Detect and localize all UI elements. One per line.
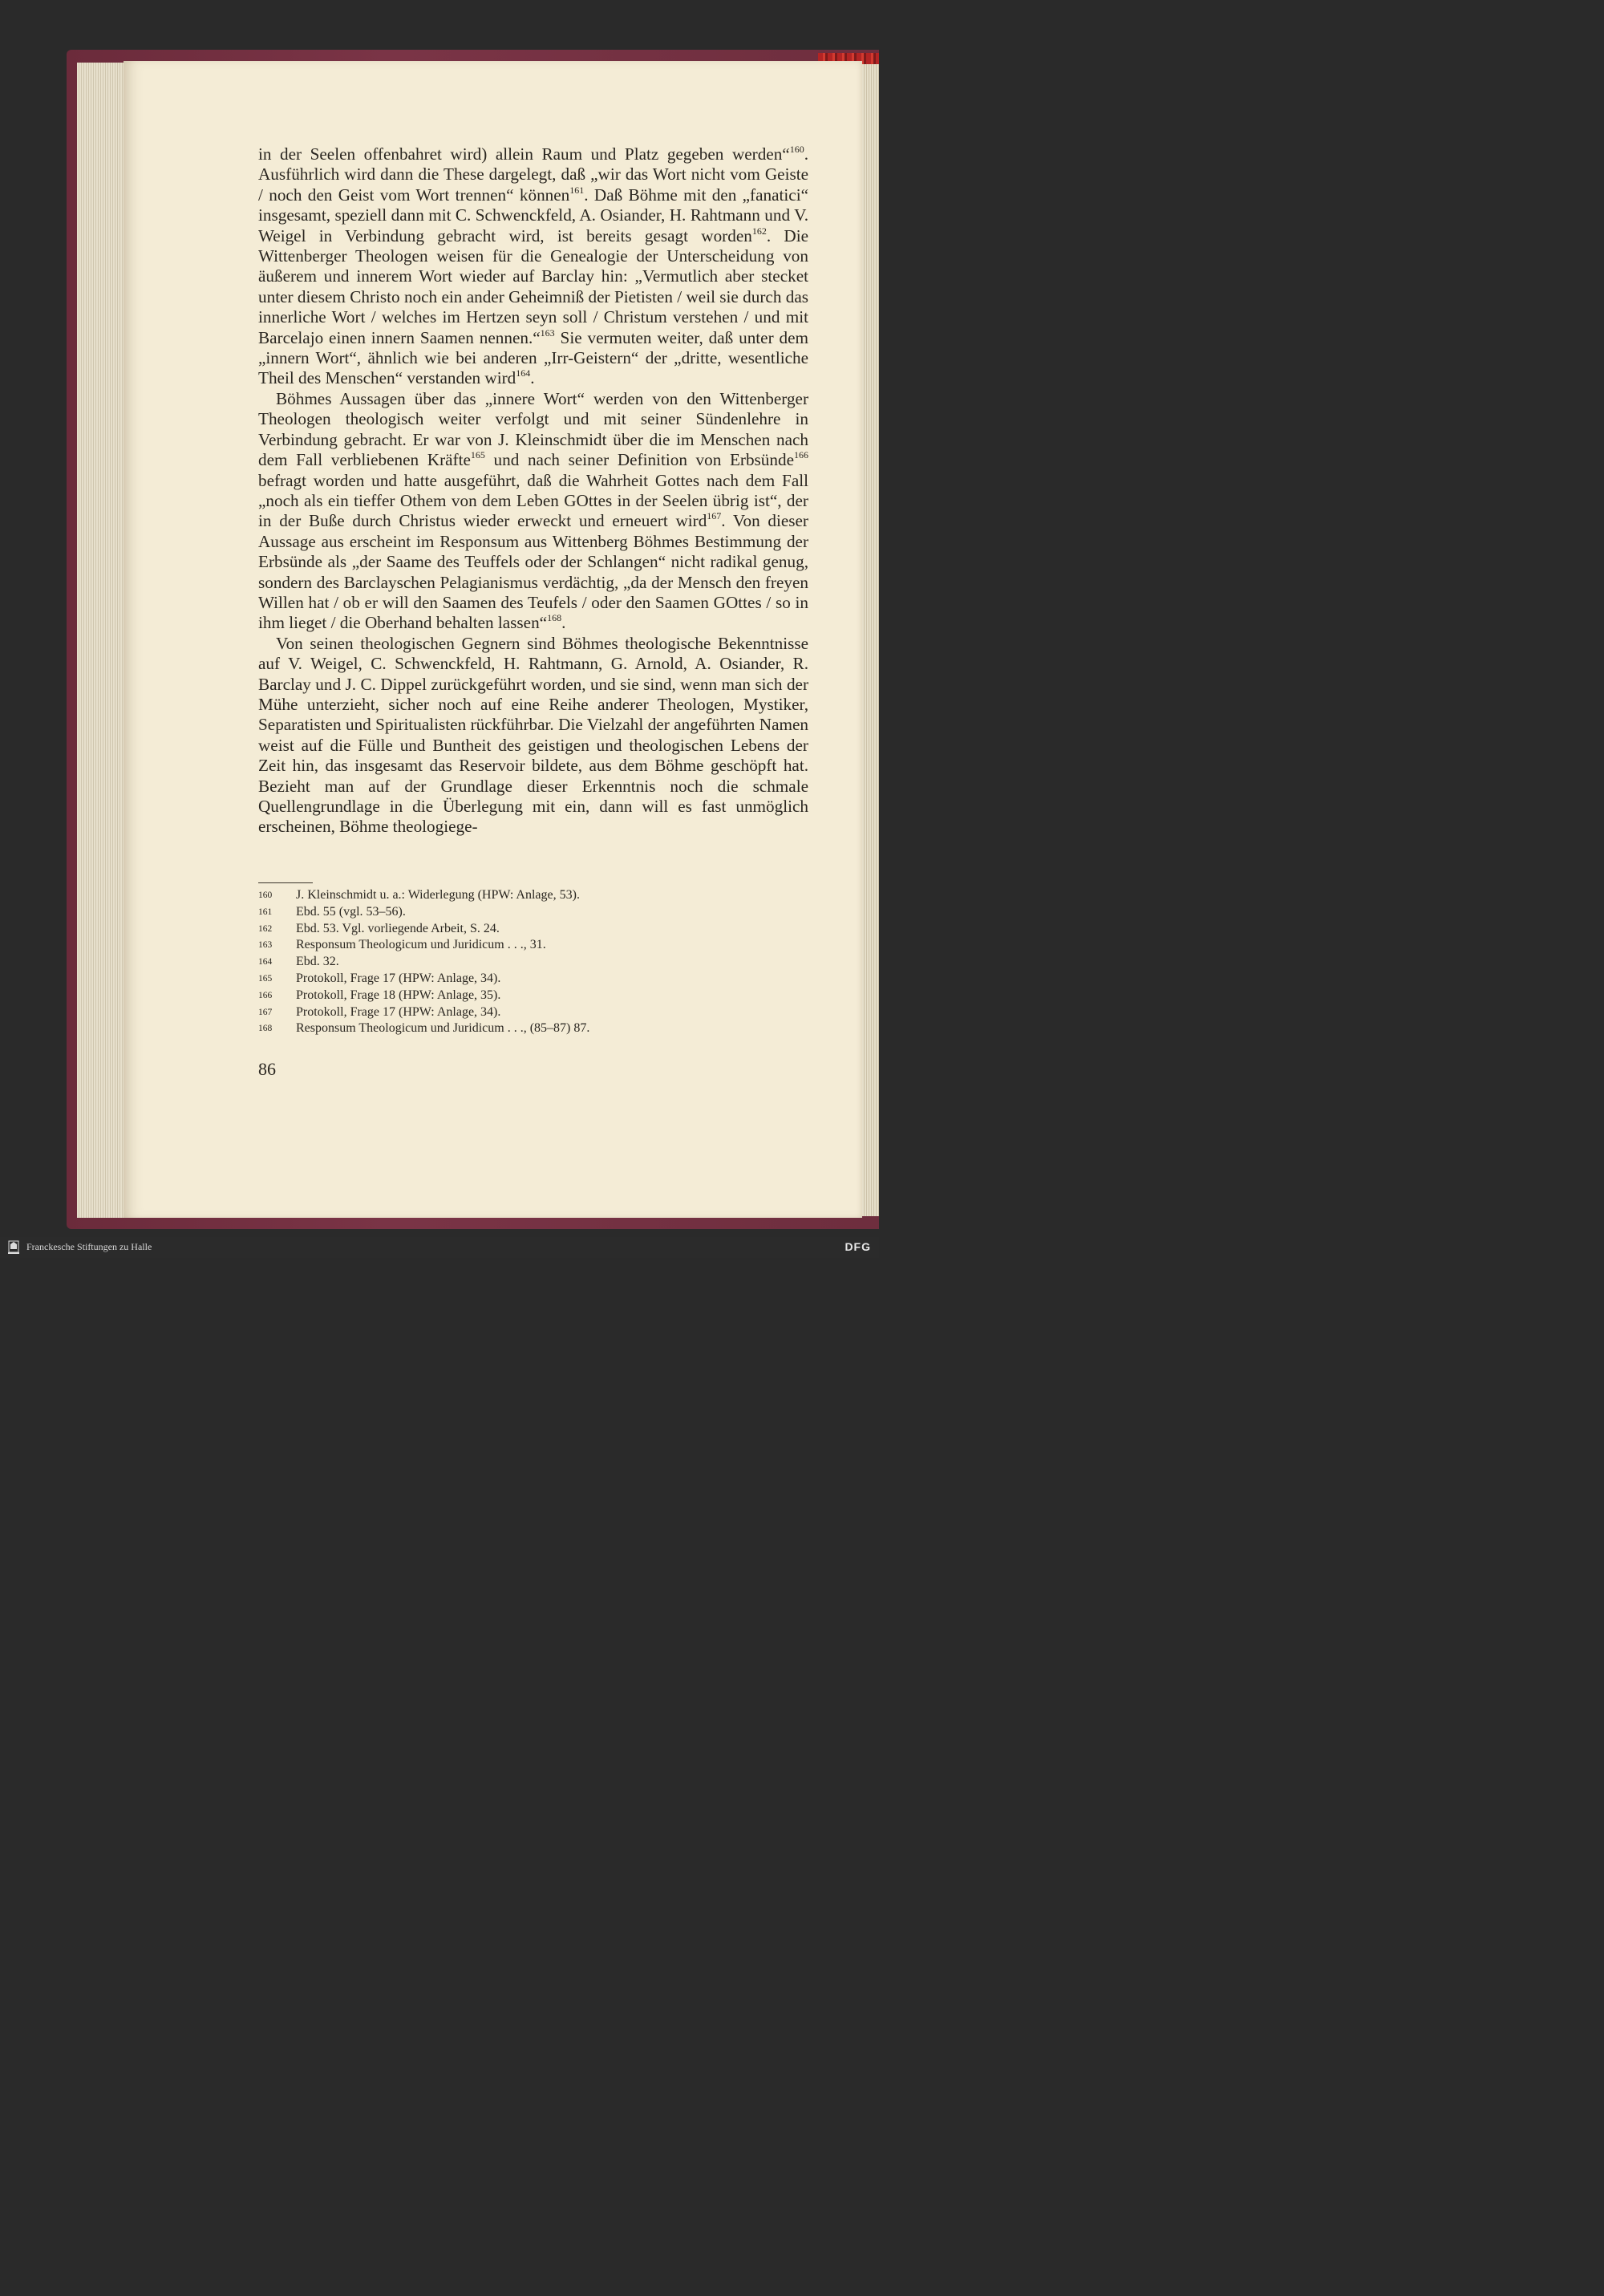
footnote-166 <box>258 988 808 1004</box>
footnote-167 <box>258 1004 808 1021</box>
text-run: . <box>561 613 566 633</box>
text-run: Böhmes Aussagen über das „innere Wort“ werden von den Wittenberger Theologen theologisch weiter verfolgt und mit seiner Sündenlehre in Verbindung gebracht. Er war von J. Kleinschmidt über die im Menschen nach dem Fall verbliebenen Kräfte <box>258 388 808 470</box>
footnote-separator <box>258 882 313 883</box>
footnote-number: 161 <box>258 907 273 917</box>
dfg-badge: DFG <box>845 1240 871 1253</box>
text-run: Von seinen theologischen Gegnern sind Böhmes theologische Bekenntnisse auf V. Weigel, C. Schwenckfeld, H. Rahtmann, G. Arnold, A. Osiander, R. Barclay und J. C. Dippel zurückgeführt worden, und sie sind, wenn man sich der Mühe unterzieht, sicher noch auf eine Reihe anderer Theologen, Mystiker, Separatisten und Spiritualisten rückführbar. Die Vielzahl der angeführten Namen weist auf die Fülle und Buntheit des geistigen und theologischen Lebens der Zeit hin, das insgesamt das Reservoir bildete, aus dem Böhme geschöpft hat. Bezieht man auf der Grundlage dieser Erkenntnis noch die schmale Quellengrundlage in die Überlegung mit ein, dann will es fast unmöglich erscheinen, Böhme theologiege- <box>258 633 808 837</box>
footnote-marker: 164 <box>516 367 531 379</box>
text-run: . Von dieser Aussage aus erscheint im Responsum aus Wittenberg Böhmes Bestimmung der Erbsünde als „der Saame des Teuffels oder der Schlangen“ nicht radikal genug, sondern des Barclayschen Pelagianismus verdächtig, „da der Mensch den freyen Willen hat / ob er will den Saamen des Teufels / oder den Saamen GOttes / so in ihm lieget / die Oberhand behalten lassen“ <box>258 511 808 633</box>
body-text <box>258 144 808 838</box>
text-run: befragt worden und hatte ausgeführt, daß die Wahrheit Gottes nach dem Fall „noch als ein tieffer Othem von dem Leben GOttes in der Seelen übrig ist“, der in der Buße durch Christus wieder erweckt und erneuert wird <box>258 470 808 531</box>
footnote-number: 165 <box>258 973 273 984</box>
footnote-164 <box>258 954 808 971</box>
footer-bar <box>0 1237 879 1258</box>
footnote-161 <box>258 904 808 921</box>
text-run: . Ausführlich wird dann die These dargelegt, daß „wir das Wort nicht vom Geiste / noch den Geist vom Wort trennen“ können <box>258 144 808 205</box>
page-stack-right <box>862 64 879 1216</box>
footnote-number: 167 <box>258 1007 273 1017</box>
text-run: . <box>530 368 535 388</box>
page-number: 86 <box>258 1059 276 1079</box>
footnote-text: Protokoll, Frage 17 (HPW: Anlage, 34). <box>296 971 501 985</box>
paragraph-3 <box>258 634 808 838</box>
footnote-text: Responsum Theologicum und Juridicum . . ., (85–87) 87. <box>296 1021 590 1036</box>
institution-crest-icon <box>6 1239 21 1255</box>
footnote-text: Ebd. 55 (vgl. 53–56). <box>296 904 406 919</box>
footnote-text: Ebd. 32. <box>296 955 339 969</box>
footnote-number: 160 <box>258 890 273 900</box>
paragraph-1 <box>258 144 808 389</box>
text-run: . Die Wittenberger Theologen weisen für die Genealogie der Unterscheidung von äußerem und innerem Wort wieder auf Barclay hin: „Vermutlich aber stecket unter diesem Christo noch ein ander Geheimniß der Pietisten / weil sie durch das innerliche Wort / welches im Hertzen seyn soll / Christum verstehen / und mit Barcelajo einen innern Saamen nennen.“ <box>258 225 809 347</box>
text-run: . Daß Böhme mit den „fanatici“ insgesamt, speziell dann mit C. Schwenckfeld, A. Osiander, H. Rahtmann und V. Weigel in Verbindung gebracht wird, ist bereits gesagt worden <box>258 185 808 245</box>
footnote-163 <box>258 937 808 954</box>
footnote-number: 162 <box>258 923 273 934</box>
footnote-number: 166 <box>258 990 273 1000</box>
footnote-text: Protokoll, Frage 18 (HPW: Anlage, 35). <box>296 988 501 1002</box>
footnote-168 <box>258 1020 808 1037</box>
footnote-marker: 165 <box>470 449 485 461</box>
footnote-marker: 163 <box>540 327 555 339</box>
text-run: und nach seiner Definition von Erbsünde <box>484 450 794 470</box>
footnote-number: 164 <box>258 957 273 967</box>
page-stack-left <box>77 63 124 1218</box>
footnote-marker: 168 <box>547 612 562 624</box>
footnote-text: Responsum Theologicum und Juridicum . . ., 31. <box>296 938 546 952</box>
text-run: in der Seelen offenbahret wird) allein Raum und Platz gegeben werden“ <box>258 144 790 164</box>
footnote-162 <box>258 921 808 938</box>
footnote-marker: 167 <box>707 510 722 522</box>
institution-name: Franckesche Stiftungen zu Halle <box>26 1241 152 1252</box>
footnote-text: Ebd. 53. Vgl. vorliegende Arbeit, S. 24. <box>296 921 500 935</box>
footnote-165 <box>258 971 808 988</box>
text-run: Sie vermuten weiter, daß unter dem „innern Wort“, ähnlich wie bei anderen „Irr-Geistern“ der „dritte, wesentliche Theil des Menschen“ verstanden wird <box>258 327 808 388</box>
footnote-text: J. Kleinschmidt u. a.: Widerlegung (HPW: Anlage, 53). <box>296 888 580 902</box>
footnote-marker: 161 <box>569 184 585 196</box>
footnote-marker: 162 <box>751 225 767 237</box>
footnote-number: 163 <box>258 940 273 951</box>
footnote-marker: 160 <box>789 144 804 155</box>
footnote-marker: 166 <box>794 449 808 461</box>
footnotes <box>258 887 808 1037</box>
footnote-text: Protokoll, Frage 17 (HPW: Anlage, 34). <box>296 1004 501 1019</box>
footnote-160 <box>258 887 808 904</box>
paragraph-2 <box>258 389 808 634</box>
footnote-number: 168 <box>258 1024 273 1034</box>
